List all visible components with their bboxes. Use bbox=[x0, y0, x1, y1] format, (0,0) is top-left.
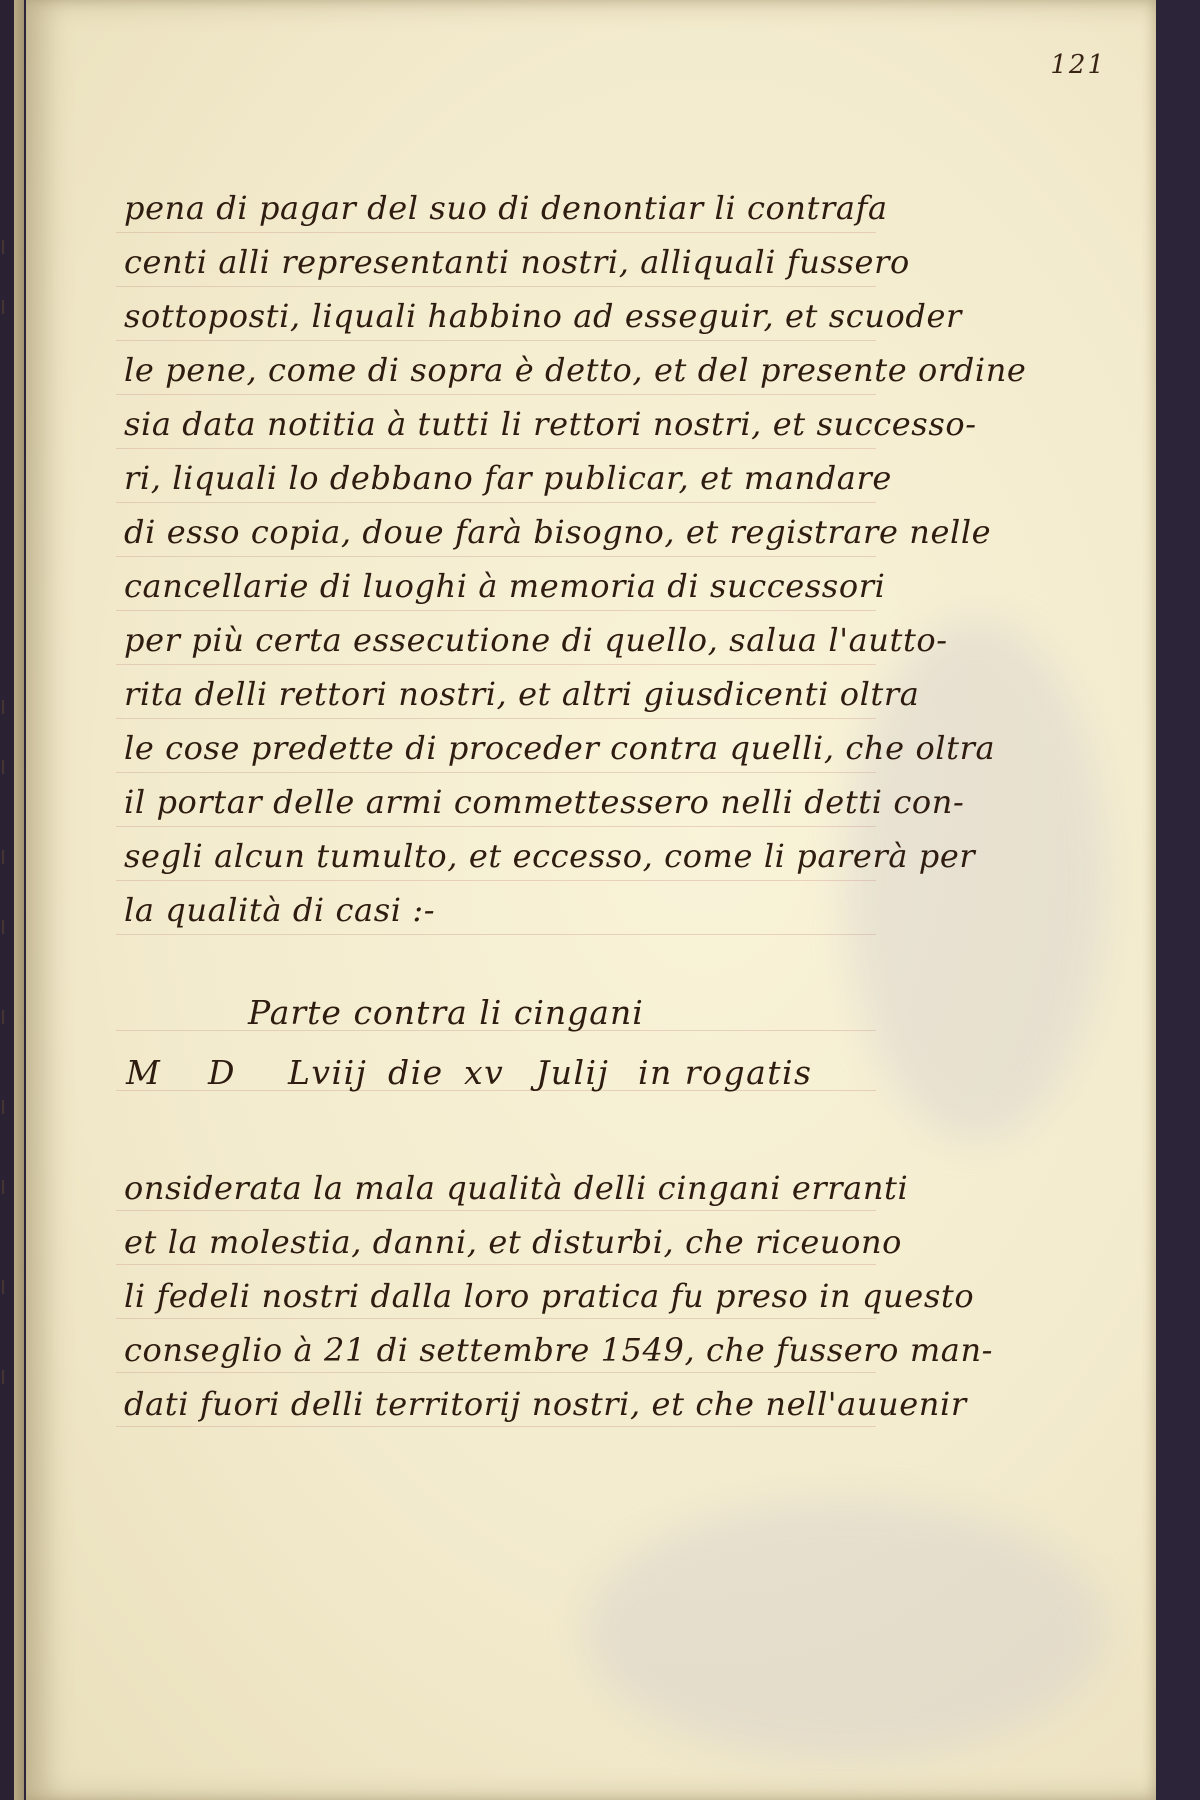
manuscript-line: ri, liquali lo debbano far publicar, et mandare bbox=[124, 459, 892, 497]
ruling-line bbox=[116, 1372, 876, 1373]
page-stain bbox=[586, 1500, 1106, 1760]
manuscript-line: centi alli representanti nostri, alliquali fussero bbox=[124, 243, 910, 281]
facing-page-ink-mark bbox=[2, 700, 14, 714]
folio-number: 121 bbox=[1050, 50, 1106, 80]
manuscript-line: conseglio à 21 di settembre 1549, che fussero man- bbox=[124, 1331, 994, 1369]
date-part: M bbox=[126, 1053, 162, 1092]
manuscript-line: le cose predette di proceder contra quelli, che oltra bbox=[124, 729, 996, 767]
ruling-line bbox=[116, 448, 876, 449]
section-heading: Parte contra li cingani bbox=[248, 993, 644, 1032]
ruling-line bbox=[116, 286, 876, 287]
manuscript-line: li fedeli nostri dalla loro pratica fu preso in questo bbox=[124, 1277, 975, 1315]
manuscript-line: per più certa essecutione di quello, salua l'autto- bbox=[124, 621, 948, 659]
manuscript-line: dati fuori delli territorij nostri, et che nell'auuenir bbox=[124, 1385, 967, 1423]
ruling-line bbox=[116, 664, 876, 665]
manuscript-line: la qualità di casi :- bbox=[124, 891, 436, 929]
facing-page-ink-mark bbox=[2, 1010, 14, 1024]
date-part: Lviij bbox=[288, 1053, 368, 1092]
manuscript-line: sottoposti, liquali habbino ad esseguir, et scuoder bbox=[124, 297, 962, 335]
facing-page-ink-mark bbox=[2, 300, 14, 314]
ruling-line bbox=[116, 502, 876, 503]
manuscript-line: onsiderata la mala qualità delli cingani erranti bbox=[124, 1169, 909, 1207]
manuscript-line: pena di pagar del suo di denontiar li contrafa bbox=[124, 189, 888, 227]
facing-page-ink-mark bbox=[2, 1370, 14, 1384]
facing-page-ink-mark bbox=[2, 760, 14, 774]
manuscript-line: cancellarie di luoghi à memoria di successori bbox=[124, 567, 886, 605]
date-part: xv bbox=[464, 1053, 505, 1092]
ruling-line bbox=[116, 394, 876, 395]
ruling-line bbox=[116, 340, 876, 341]
date-part: die bbox=[388, 1053, 444, 1092]
manuscript-line: rita delli rettori nostri, et altri giusdicenti oltra bbox=[124, 675, 920, 713]
manuscript-line: di esso copia, doue farà bisogno, et registrare nelle bbox=[124, 513, 992, 551]
facing-page-ink-mark bbox=[2, 240, 14, 254]
ruling-line bbox=[116, 1426, 876, 1427]
facing-page-ink-mark bbox=[2, 1180, 14, 1194]
manuscript-line: segli alcun tumulto, et eccesso, come li parerà per bbox=[124, 837, 976, 875]
facing-page-ink-mark bbox=[2, 1100, 14, 1114]
ruling-line bbox=[116, 772, 876, 773]
ruling-line bbox=[116, 826, 876, 827]
manuscript-line: il portar delle armi commettessero nelli detti con- bbox=[124, 783, 965, 821]
manuscript-line: et la molestia, danni, et disturbi, che riceuono bbox=[124, 1223, 903, 1261]
ruling-line bbox=[116, 232, 876, 233]
ruling-line bbox=[116, 880, 876, 881]
ruling-line bbox=[116, 1264, 876, 1265]
ruling-line bbox=[116, 934, 876, 935]
ruling-line bbox=[116, 1318, 876, 1319]
facing-page-ink-mark bbox=[2, 1280, 14, 1294]
facing-page-ink-mark bbox=[2, 850, 14, 864]
manuscript-line: le pene, come di sopra è detto, et del presente ordine bbox=[124, 351, 1027, 389]
date-part: D bbox=[208, 1053, 236, 1092]
manuscript-line: sia data notitia à tutti li rettori nostri, et successo- bbox=[124, 405, 977, 443]
ruling-line bbox=[116, 718, 876, 719]
ruling-line bbox=[116, 556, 876, 557]
facing-page-ink-mark bbox=[2, 920, 14, 934]
binding-gutter bbox=[0, 0, 14, 1800]
date-part: in rogatis bbox=[638, 1053, 813, 1092]
manuscript-page bbox=[26, 0, 1156, 1800]
ruling-line bbox=[116, 1210, 876, 1211]
date-part: Julij bbox=[536, 1053, 610, 1092]
ruling-line bbox=[116, 610, 876, 611]
